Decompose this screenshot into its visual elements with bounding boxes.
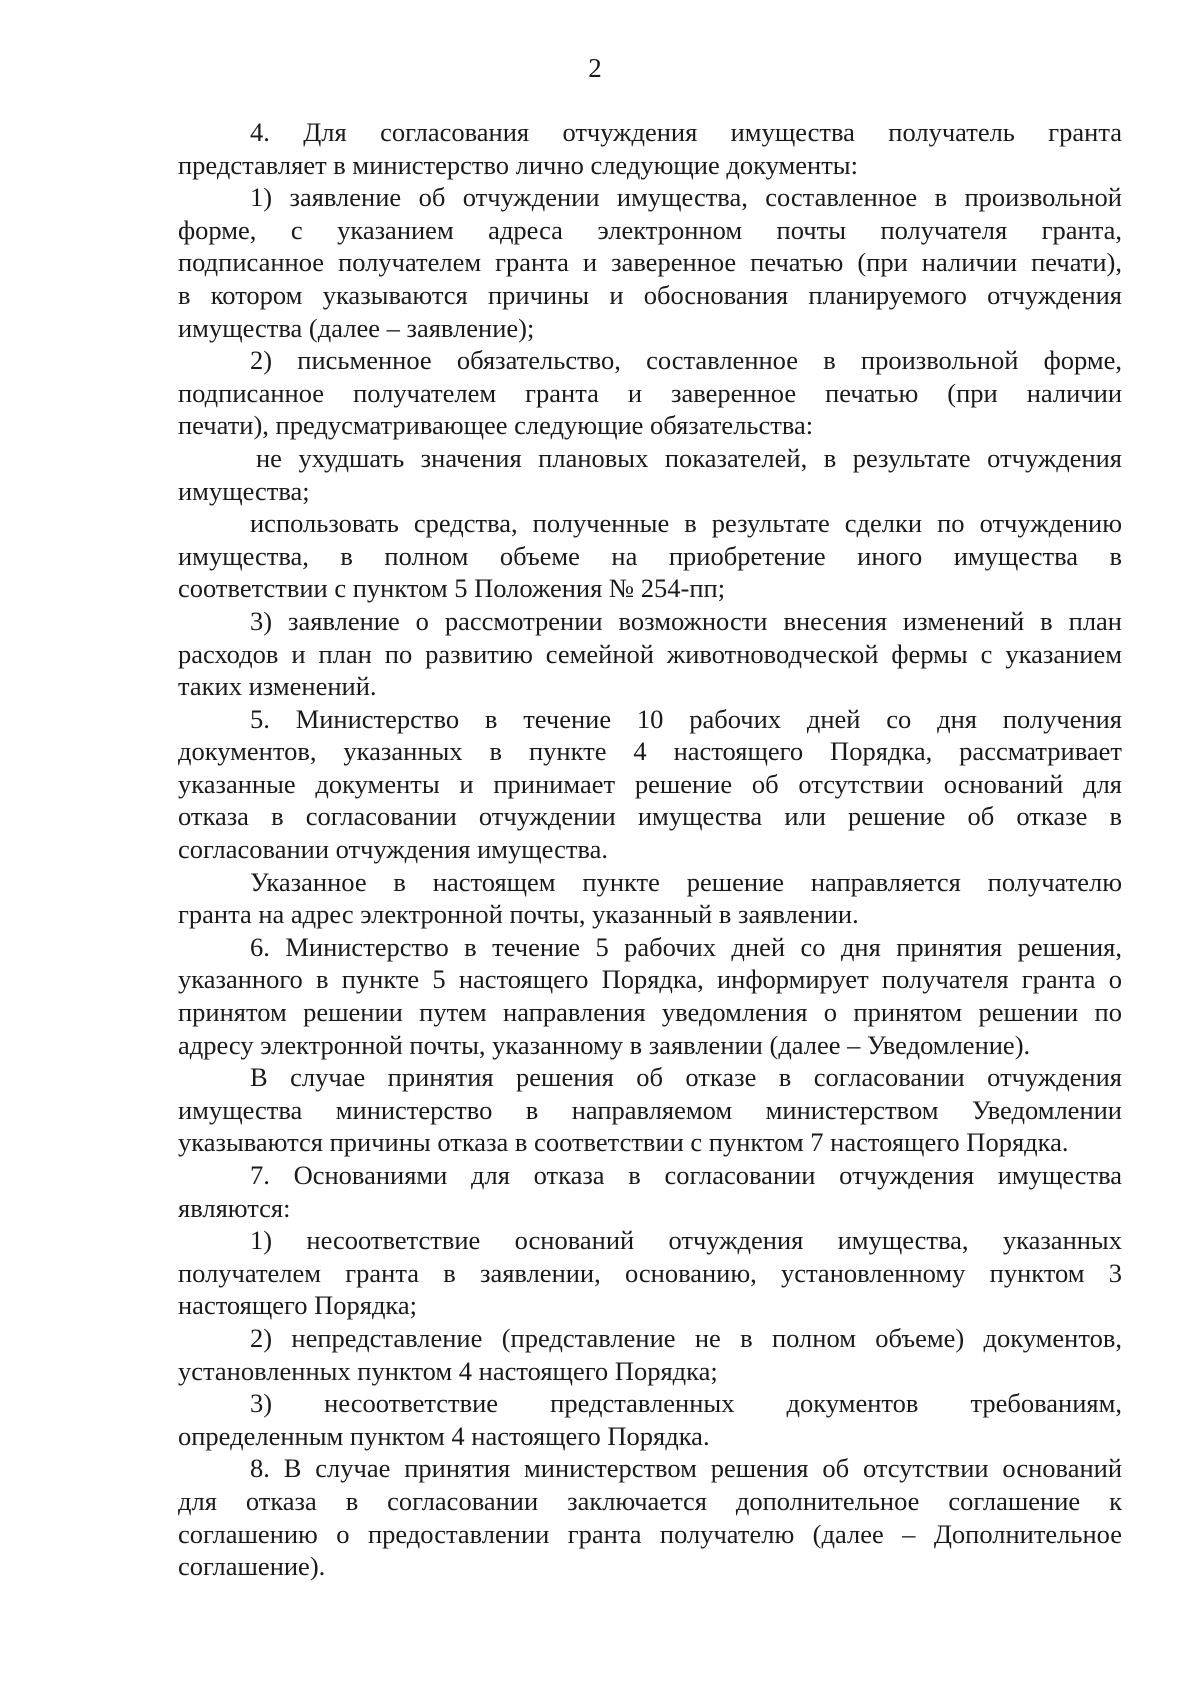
text-line: отказа в согласовании отчуждении имущества или решение об отказе в — [178, 801, 1122, 832]
paragraph — [178, 344, 1122, 442]
paragraph — [178, 1159, 1122, 1224]
paragraph — [178, 605, 1122, 703]
paragraph — [178, 1322, 1122, 1387]
text-line: указанного в пункте 5 настоящего Порядка, информирует получателя гранта о — [178, 964, 1122, 995]
text-line: таких изменений. — [178, 671, 377, 702]
page-number: 2 — [588, 53, 602, 83]
text-line: имущества; — [178, 475, 310, 506]
text-line: 6. Министерство в течение 5 рабочих дней со дня принятия решения, — [250, 931, 1122, 962]
paragraph — [178, 931, 1122, 1061]
text-line: использовать средства, полученные в результате сделки по отчуждению — [250, 508, 1122, 539]
text-line: документов, указанных в пункте 4 настоящего Порядка, рассматривает — [178, 736, 1122, 767]
text-line: соответствии с пунктом 5 Положения № 254-пп; — [178, 573, 726, 604]
document-body — [178, 116, 1122, 1583]
text-line: форме, с указанием адреса электронном почты получателя гранта, — [178, 214, 1122, 245]
text-line: адресу электронной почты, указанному в заявлении (далее – Уведомление). — [178, 1029, 1031, 1060]
text-line: установленных пунктом 4 настоящего Порядка; — [178, 1355, 718, 1386]
text-line: печати), предусматривающее следующие обязательства: — [178, 410, 814, 441]
text-line: Указанное в настоящем пункте решение направляется получателю — [250, 866, 1122, 897]
text-line: являются: — [178, 1192, 291, 1223]
text-line: расходов и план по развитию семейной животноводческой фермы с указанием — [178, 638, 1122, 669]
text-line: 3) заявление о рассмотрении возможности внесения изменений в план — [250, 605, 1122, 636]
text-line: указанные документы и принимает решение об отсутствии оснований для — [178, 768, 1122, 799]
text-line: В случае принятия решения об отказе в согласовании отчуждения — [250, 1062, 1122, 1093]
paragraph — [178, 703, 1122, 866]
text-line: 2) непредставление (представление не в полном объеме) документов, — [250, 1322, 1122, 1353]
text-line: 5. Министерство в течение 10 рабочих дней со дня получения — [250, 703, 1122, 734]
paragraph — [178, 116, 1122, 181]
text-line: в котором указываются причины и обоснования планируемого отчуждения — [178, 279, 1122, 310]
text-line: соглашению о предоставлении гранта получателю (далее – Дополнительное — [178, 1518, 1122, 1549]
text-line: подписанное получателем гранта и заверенное печатью (при наличии — [178, 377, 1122, 408]
text-line: 8. В случае принятия министерством решения об отсутствии оснований — [250, 1453, 1122, 1484]
text-line: настоящего Порядка; — [178, 1290, 418, 1321]
text-line: 4. Для согласования отчуждения имущества получатель гранта — [250, 117, 1122, 147]
text-line: получателем гранта в заявлении, основанию, установленному пунктом 3 — [178, 1257, 1122, 1288]
text-line: 2) письменное обязательство, составленное в произвольной форме, — [250, 345, 1122, 376]
paragraph — [178, 1452, 1122, 1582]
text-line: подписанное получателем гранта и заверенное печатью (при наличии печати), — [178, 247, 1122, 278]
paragraph — [178, 507, 1122, 605]
text-line: соглашение). — [178, 1551, 326, 1582]
paragraph — [178, 1224, 1122, 1322]
text-line: для отказа в согласовании заключается дополнительное соглашение к — [178, 1485, 1122, 1516]
paragraph — [178, 442, 1122, 507]
text-line: определенным пунктом 4 настоящего Порядка. — [178, 1420, 710, 1451]
paragraph — [178, 1061, 1122, 1159]
text-line: 3) несоответствие представленных документов требованиям, — [250, 1388, 1122, 1419]
paragraph — [178, 866, 1122, 931]
text-line: представляет в министерство лично следующие документы: — [178, 149, 858, 180]
text-line: не ухудшать значения плановых показателей, в результате отчуждения — [256, 442, 1122, 473]
text-line: имущества (далее – заявление); — [178, 312, 535, 343]
text-line: 7. Основаниями для отказа в согласовании отчуждения имущества — [250, 1160, 1122, 1190]
text-line: 1) несоответствие оснований отчуждения имущества, указанных — [250, 1225, 1122, 1256]
text-line: указываются причины отказа в соответствии с пунктом 7 настоящего Порядка. — [178, 1127, 1069, 1158]
text-line: имущества министерство в направляемом министерством Уведомлении — [178, 1094, 1122, 1125]
text-line: имущества, в полном объеме на приобретение иного имущества в — [178, 540, 1122, 571]
text-line: 1) заявление об отчуждении имущества, составленное в произвольной — [250, 182, 1122, 213]
paragraph — [178, 181, 1122, 344]
text-line: гранта на адрес электронной почты, указанный в заявлении. — [178, 899, 859, 930]
text-line: принятом решении путем направления уведомления о принятом решении по — [178, 997, 1122, 1028]
text-line: согласовании отчуждения имущества. — [178, 834, 608, 865]
paragraph — [178, 1387, 1122, 1452]
